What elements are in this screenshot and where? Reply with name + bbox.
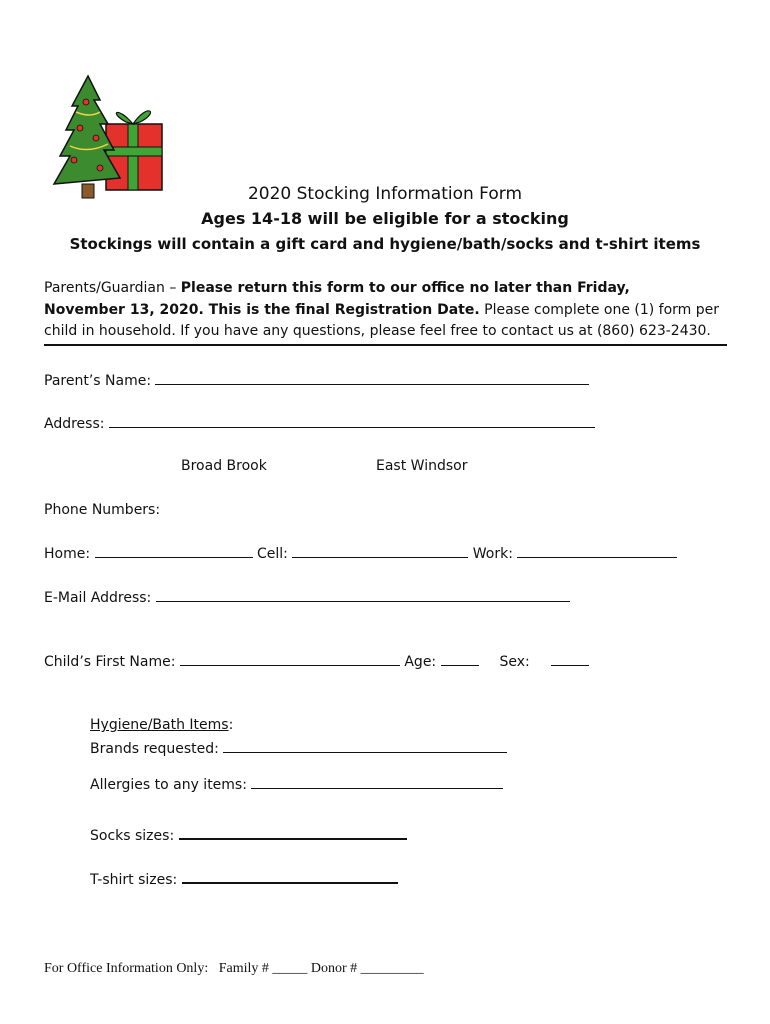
socks-row <box>90 825 407 844</box>
family-number-label: Family # <box>218 961 269 976</box>
intro-rest-2: Please complete one (1) form per <box>479 302 720 318</box>
office-info-label: For Office Information Only: <box>44 961 209 976</box>
address-row <box>44 414 595 432</box>
form-subtitle-contents: Stockings will contain a gift card and hygiene/bath/socks and t-shirt items <box>69 235 701 253</box>
christmas-tree-gift-clipart <box>38 72 168 202</box>
socks-label: Socks sizes: <box>90 828 175 844</box>
socks-field[interactable] <box>179 825 407 840</box>
phone-numbers-label: Phone Numbers: <box>44 502 161 518</box>
parent-name-label: Parent’s Name: <box>44 373 152 389</box>
hygiene-heading-row <box>90 717 233 733</box>
child-name-field[interactable] <box>180 652 400 666</box>
brands-field[interactable] <box>223 739 507 753</box>
intro-bold-2: November 13, 2020. This is the final Registration Date. <box>44 302 480 318</box>
sex-field[interactable] <box>551 652 589 666</box>
tshirt-row <box>90 869 398 888</box>
brands-row <box>90 739 507 757</box>
form-subtitle-ages: Ages 14-18 will be eligible for a stocking <box>201 209 569 228</box>
sex-label: Sex: <box>499 654 530 670</box>
age-label: Age: <box>404 654 437 670</box>
form-title: 2020 Stocking Information Form <box>247 184 523 204</box>
email-row <box>44 588 570 606</box>
email-field[interactable] <box>156 588 570 602</box>
allergies-label: Allergies to any items: <box>90 777 247 793</box>
phone-row <box>44 544 677 562</box>
town-east-windsor: East Windsor <box>376 458 468 474</box>
tshirt-field[interactable] <box>182 869 398 884</box>
hygiene-heading-colon: : <box>228 717 234 733</box>
cell-label: Cell: <box>256 546 288 562</box>
tshirt-label: T-shirt sizes: <box>90 872 178 888</box>
intro-bold-1: Please return this form to our office no later than Friday, <box>180 280 630 296</box>
cell-phone-field[interactable] <box>292 544 468 558</box>
intro-line-2 <box>44 302 719 318</box>
address-field[interactable] <box>109 414 595 428</box>
allergies-field[interactable] <box>251 775 503 789</box>
intro-divider <box>44 344 727 346</box>
child-name-label: Child’s First Name: <box>44 654 176 670</box>
family-number-field[interactable]: _____ <box>272 961 308 976</box>
work-label: Work: <box>472 546 513 562</box>
donor-number-field[interactable]: _________ <box>360 961 424 976</box>
allergies-row <box>90 775 503 793</box>
donor-number-label: Donor # <box>310 961 358 976</box>
town-broad-brook: Broad Brook <box>181 458 267 474</box>
intro-line-3: child in household. If you have any questions, please feel free to contact us at (860) 623-2430. <box>44 323 711 339</box>
parent-name-row <box>44 371 589 389</box>
home-phone-field[interactable] <box>95 544 253 558</box>
email-label: E-Mail Address: <box>44 590 152 606</box>
intro-prefix: Parents/Guardian – <box>44 280 181 296</box>
age-field[interactable] <box>441 652 479 666</box>
home-label: Home: <box>44 546 91 562</box>
address-label: Address: <box>44 416 105 432</box>
child-row <box>44 652 589 670</box>
hygiene-heading: Hygiene/Bath Items <box>90 717 229 733</box>
intro-line-1 <box>44 280 630 296</box>
parent-name-field[interactable] <box>155 371 589 385</box>
office-info-row <box>44 961 424 977</box>
work-phone-field[interactable] <box>517 544 677 558</box>
brands-label: Brands requested: <box>90 741 219 757</box>
